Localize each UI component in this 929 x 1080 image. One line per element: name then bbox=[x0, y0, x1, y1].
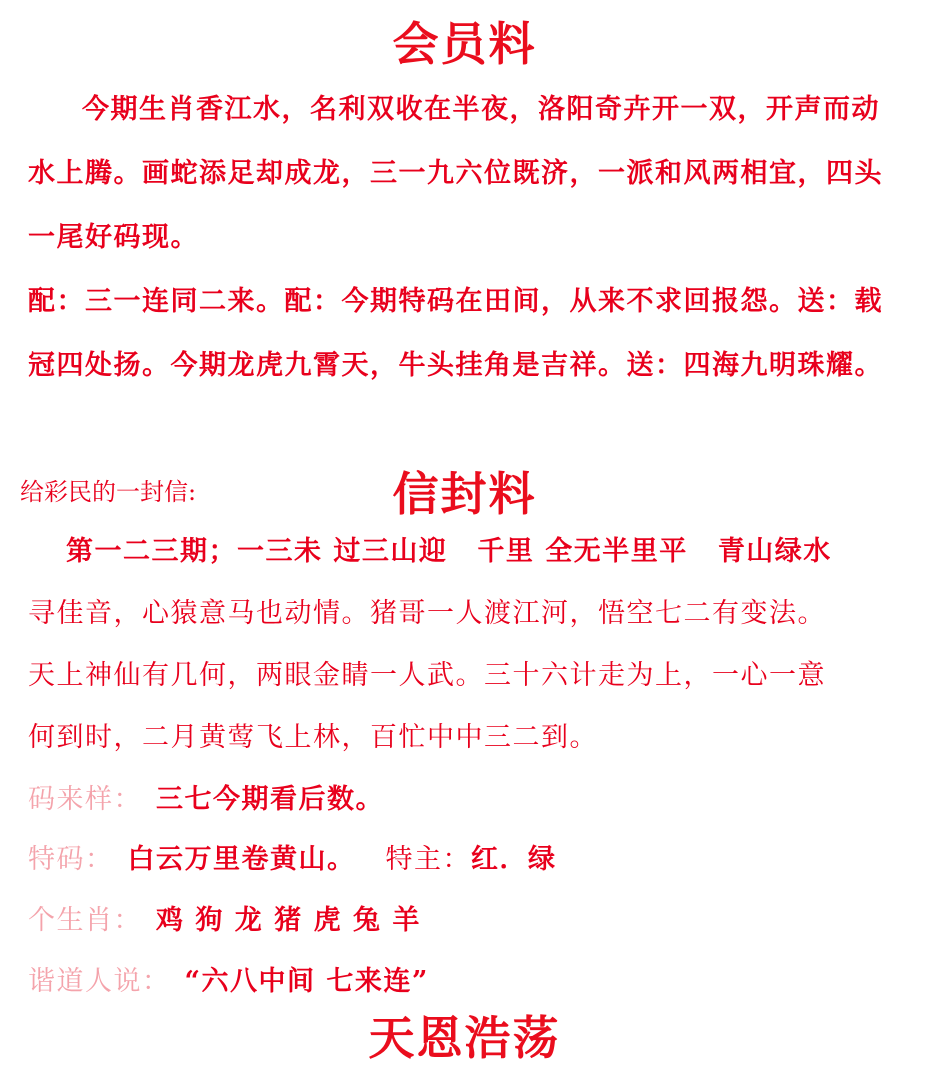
letter-line-6-value: 白云万里卷黄山。 bbox=[127, 844, 356, 875]
letter-line-8-label: 谐道人说： bbox=[28, 966, 171, 997]
letter-line-3: 天上神仙有几何，两眼金睛一人武。三十六计走为上，一心一意 bbox=[28, 660, 826, 691]
letter-line-7 bbox=[28, 901, 908, 941]
letter-line-4: 何到时，二月黄莺飞上林，百忙中中三二到。 bbox=[28, 722, 598, 753]
extra-paragraph: 配：三一连同二来。配：今期特码在田间，从来不求回报怨。送：载冠四处扬。今期龙虎九霄天，牛头挂角是吉祥。送：四海九明珠耀。 bbox=[28, 286, 883, 381]
letter-label: 给彩民的一封信: bbox=[20, 478, 197, 506]
letter-line-5-value: 三七今期看后数。 bbox=[156, 784, 384, 815]
letter-line-5-label: 码来样： bbox=[28, 784, 142, 815]
letter-line-2: 寻佳音，心猿意马也动情。猪哥一人渡江河，悟空七二有变法。 bbox=[28, 598, 826, 629]
letter-line-7-label: 个生肖： bbox=[28, 905, 142, 936]
letter-line-8-value: “六八中间 七来连” bbox=[184, 966, 429, 997]
letter-line-6-label-2: 特主： bbox=[385, 844, 471, 875]
heading-vip-material: 会员料 bbox=[392, 17, 537, 71]
letter-line-1-part-c: 青山绿水 bbox=[717, 536, 832, 567]
poem-paragraph: 今期生肖香江水，名利双收在半夜，洛阳奇卉开一双，开声而动水上腾。画蛇添足却成龙，三一九六位既济，一派和风两相宜，四头一尾好码现。 bbox=[28, 94, 883, 253]
letter-line-8 bbox=[28, 962, 908, 1002]
letter-line-1 bbox=[66, 532, 929, 572]
letter-line-7-value: 鸡 狗 龙 猪 虎 兔 羊 bbox=[156, 905, 421, 936]
letter-line-5 bbox=[28, 780, 908, 820]
letter-line-6-value-2: 红．绿 bbox=[471, 844, 557, 875]
heading-blessing: 天恩浩荡 bbox=[368, 1011, 561, 1065]
letter-line-1-part-b: 千里 全无半里平 bbox=[477, 536, 688, 567]
letter-line-6 bbox=[28, 840, 908, 880]
letter-line-1-part-a: 第一二三期；一三未 过三山迎 bbox=[66, 536, 448, 567]
letter-line-6-label: 特码： bbox=[28, 844, 114, 875]
heading-letter-material: 信封料 bbox=[392, 467, 537, 521]
